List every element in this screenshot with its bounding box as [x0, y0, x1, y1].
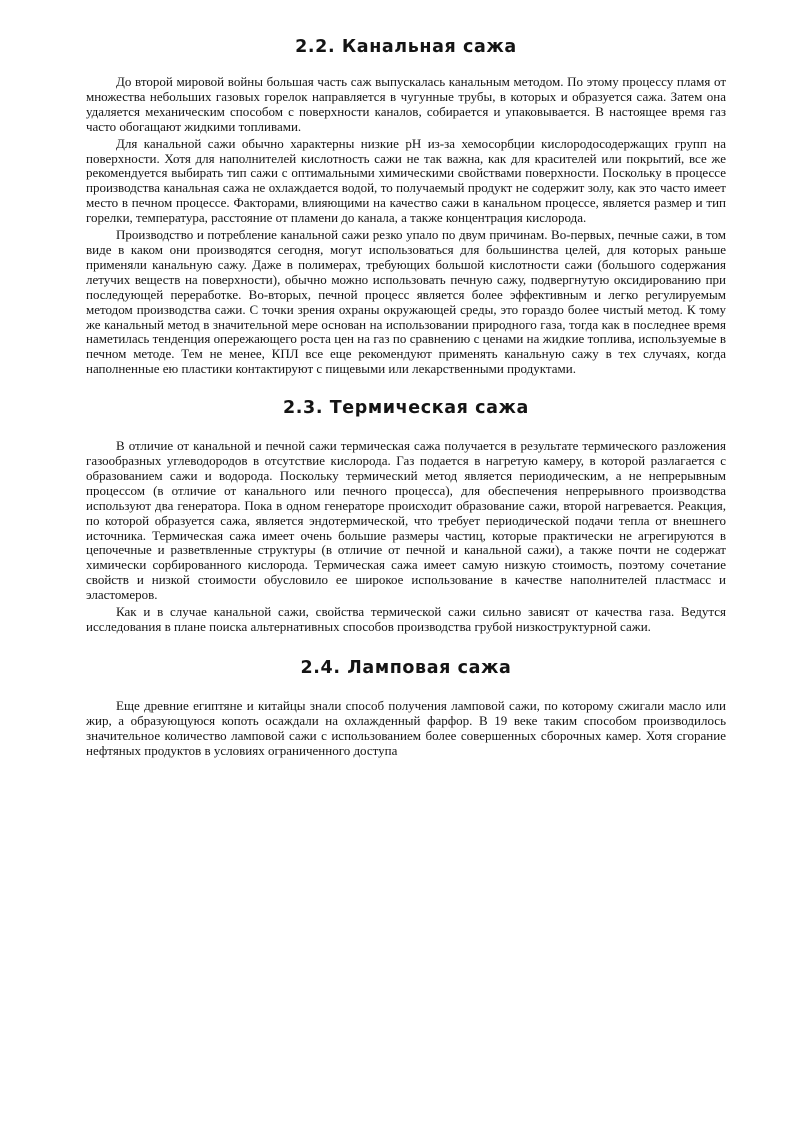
paragraph: Как и в случае канальной сажи, свойства термической сажи сильно зависят от качества газа. Ведутся исследования в плане поиска альтернативных способов производства грубой низкоструктурной сажи. [86, 604, 726, 634]
paragraph: До второй мировой войны большая часть саж выпускалась канальным методом. По этому процессу пламя от множества небольших газовых горелок направляется в чугунные трубы, в которых и образуется сажа. Затем она удаляется механическим способом с поверхности каналов, собирается и упаковывается. В настоящее время газ часто обогащают жидкими топливами. [86, 74, 726, 134]
section-title-lamp-black: 2.4. Ламповая сажа [300, 657, 512, 678]
paragraph: Производство и потребление канальной сажи резко упало по двум причинам. Во-первых, печные сажи, в том виде в каком они производятся сегодня, могут использоваться для большинства целей, для которых раньше применяли канальную сажу. Даже в полимерах, требующих большой кислотности сажи (большого содержания летучих веществ на поверхности), обычно можно использовать печную сажу, подвергнутую оксидированию при последующей переработке. Во-вторых, печной процесс является более эффективным и легко регулируемым методом производства сажи. С точки зрения охраны окружающей среды, это гораздо более чистый метод. К тому же канальный метод в значительной мере основан на использовании природного газа, тогда как в последнее время наметилась тенденция опережающего роста цен на газ по сравнению с ценами на жидкие топлива, используемые в печном методе. Тем не менее, КПЛ все еще рекомендуют применять канальную сажу в тех случаях, когда наполненные ею пластики контактируют с пищевыми или лекарственными продуктами. [86, 227, 726, 377]
page [86, 36, 726, 759]
paragraph: В отличие от канальной и печной сажи термическая сажа получается в результате термического разложения газообразных углеводородов в отсутствие кислорода. Газ подается в нагретую камеру, в которой разлагается с образованием сажи и водорода. Поскольку термический метод является периодическим, а не непрерывным процессом (в отличие от канального или печного процесса), для обеспечения непрерывного производства используют два генератора. Пока в одном генераторе происходит образование сажи, второй нагревается. Реакция, по которой образуется сажа, является эндотермической, что требует периодической подачи тепла от внешнего источника. Термическая сажа имеет очень большие размеры частиц, которые практически не агрегируются в цепочечные и разветвленные структуры (в отличие от печной и канальной сажи), а также почти не содержат химически сорбированного кислорода. Термическая сажа имеет самую низкую стоимость, поэтому сочетание свойств и низкой стоимости обусловило ее широкое использование в качестве наполнителей пластмасс и эластомеров. [86, 438, 726, 603]
paragraph: Еще древние египтяне и китайцы знали способ получения ламповой сажи, по которому сжигали масло или жир, а образующуюся копоть осаждали на охлажденный фарфор. В 19 веке таким способом производилось значительное количество ламповой сажи с использованием более совершенных сборочных камер. Хотя сгорание нефтяных продуктов в условиях ограниченного доступа [86, 697, 726, 758]
paragraph: Для канальной сажи обычно характерны низкие pH из-за хемосорбции кислородосодержащих групп на поверхности. Хотя для наполнителей кислотность сажи не так важна, как для красителей или покрытий, все же рекомендуется выбирать тип сажи с оптимальными химическими свойствами поверхности. Поскольку в процессе производства канальная сажа не охлаждается водой, то получаемый продукт не содержит золу, как это часто имеет место в печном процессе. Факторами, влияющими на качество сажи в канальном процессе, является размер и тип горелки, температура, расстояние от пламени до канала, а также концентрация кислорода. [86, 135, 726, 226]
section-title-thermal-black: 2.3. Термическая сажа [283, 398, 529, 419]
section-title-channel-black: 2.2. Канальная сажа [295, 37, 517, 57]
